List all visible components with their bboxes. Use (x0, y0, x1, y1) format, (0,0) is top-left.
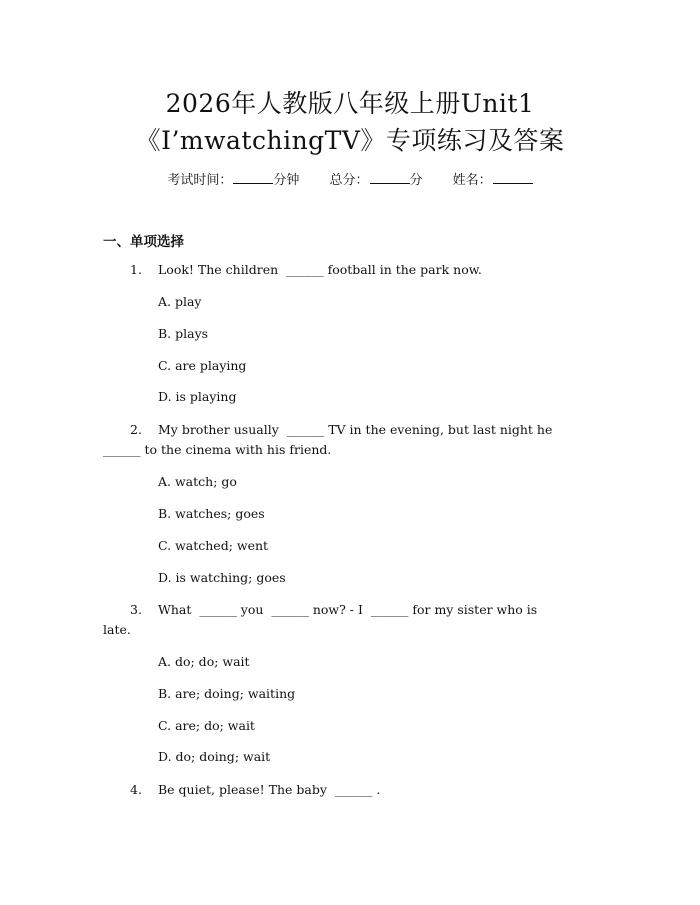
name-label: 姓名： (452, 173, 492, 188)
option-2a: A. watch; go (158, 474, 237, 489)
title-line-2: 《I’mwatchingTV》专项练习及答案 (135, 126, 565, 155)
question-1 (103, 260, 593, 280)
section-heading: 一、单项选择 (103, 234, 184, 250)
title-line-1: 2026年人教版八年级上册Unit1 (165, 89, 535, 118)
name-blank (493, 171, 533, 184)
question-number: 2. (130, 422, 142, 437)
option-3b: B. are; doing; waiting (158, 686, 296, 701)
question-3 (103, 600, 593, 640)
total-score-label: 总分： (329, 173, 369, 188)
question-number: 3. (130, 602, 142, 617)
option-2c: C. watched; went (158, 538, 269, 553)
option-1d: D. is playing (158, 389, 237, 404)
total-score-field (329, 169, 422, 188)
option-2b: B. watches; goes (158, 506, 265, 521)
exam-time-unit: 分钟 (273, 173, 300, 188)
option-2d: D. is watching; goes (158, 570, 286, 585)
question-text-line1: My brother usually ______ TV in the evening, but last night he (158, 422, 553, 437)
exam-time-label: 考试时间： (167, 173, 233, 188)
question-number: 4. (130, 782, 142, 797)
option-1b: B. plays (158, 326, 209, 341)
question-text-line2: late. (103, 622, 131, 637)
question-text-line2: ______ to the cinema with his friend. (103, 442, 332, 457)
question-4 (103, 780, 593, 800)
total-score-unit: 分 (409, 173, 423, 188)
option-1a: A. play (158, 294, 202, 309)
question-text-line1: What ______ you ______ now? - I ______ for my sister who is (158, 602, 538, 617)
name-field (453, 169, 533, 188)
question-2 (103, 420, 593, 460)
option-3c: C. are; do; wait (158, 718, 255, 733)
exam-time-field (167, 169, 299, 188)
exam-time-blank (233, 171, 273, 184)
question-number: 1. (130, 262, 142, 277)
total-score-blank (370, 171, 410, 184)
option-1c: C. are playing (158, 358, 247, 373)
option-3d: D. do; doing; wait (158, 749, 271, 764)
exam-info (0, 169, 700, 188)
question-text: Look! The children ______ football in the park now. (158, 262, 482, 277)
option-3a: A. do; do; wait (158, 654, 250, 669)
question-text: Be quiet, please! The baby ______ . (158, 782, 381, 797)
